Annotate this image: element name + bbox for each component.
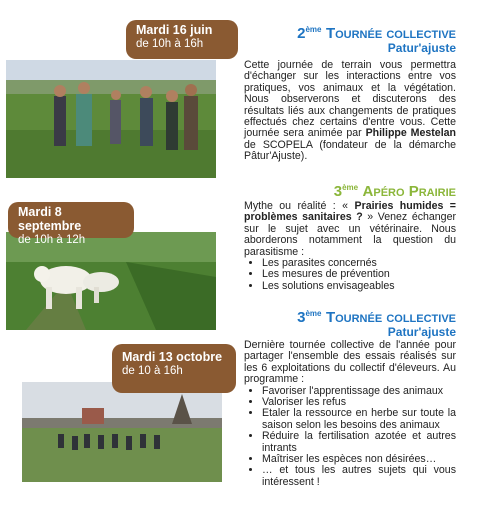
section-title-tournee-2	[230, 22, 456, 55]
list-item: • Réduire la fertilisation azotée et autres intrants	[262, 431, 456, 454]
list-item: • … et tous les autres sujets qui vous intéressent !	[262, 465, 456, 488]
event-2-bullet-list	[244, 258, 456, 292]
event-1-text-end: de SCOPELA (fondateur de la démarche Pâtur'Ajuste).	[244, 138, 456, 163]
title-main: Tournée collective	[325, 309, 456, 326]
event-3-description	[244, 340, 456, 488]
event-2-topic: Prairies humides = problèmes sanitaires ?	[244, 200, 456, 224]
list-item: • Les solutions envisageables	[262, 281, 456, 292]
title-sub: Patur'ajuste	[387, 41, 456, 55]
badge-date: Mardi 13 octobre	[122, 350, 223, 364]
section-title-tournee-3	[230, 306, 456, 339]
list-item: • Etaler la ressource en herbe sur toute la saison selon les besoins des animaux	[262, 408, 456, 431]
title-number: 3	[333, 183, 343, 200]
event-3-bullet-list	[244, 386, 456, 489]
event-3-text: Dernière tournée collective de l'année pour partager l'ensemble des essais réalisés sur les 6 exploitations du collectif d'éleveurs. Au programme :	[244, 339, 456, 386]
title-main: Tournée collective	[325, 25, 456, 42]
list-item: • Les parasites concernés	[262, 258, 456, 269]
badge-time: de 10h à 12h	[18, 234, 86, 246]
title-number: 3	[297, 309, 306, 326]
event-1-description	[244, 60, 456, 163]
title-ordinal: ème	[305, 25, 322, 34]
event-2-text: Mythe ou réalité : «	[244, 200, 355, 212]
title-main: Apéro Prairie	[362, 183, 456, 200]
title-ordinal: ème	[342, 183, 359, 192]
badge-time: de 10h à 16h	[136, 38, 204, 50]
list-item: • Favoriser l'apprentissage des animaux	[262, 386, 456, 397]
title-number: 2	[297, 25, 306, 42]
event-1-text: Cette journée de terrain vous permettra d'échanger sur les interactions entre vos pratiques, vos animaux et la végétation. Nous observerons et discuterons des résultats liés aux changements de pratiques effectués chez certains d'entre vous. Cette journée sera animée par	[244, 59, 456, 140]
list-item: • Maîtriser les espèces non désirées…	[262, 454, 456, 465]
date-badge-event-3	[112, 344, 236, 393]
badge-date: Mardi 8 septembre	[18, 205, 82, 233]
event-1-speaker: Philippe Mestelan	[365, 127, 457, 140]
date-badge-event-2	[8, 202, 134, 246]
list-item: • Les mesures de prévention	[262, 269, 456, 280]
badge-time: de 10 à 16h	[122, 365, 183, 377]
date-badge-event-1	[126, 20, 238, 59]
title-sub: Patur'ajuste	[387, 325, 456, 339]
section-title-apero-prairie	[230, 180, 456, 200]
list-item: • Valoriser les refus	[262, 397, 456, 408]
badge-date: Mardi 16 juin	[136, 23, 213, 37]
photo-group-field-visit	[22, 382, 222, 482]
photo-farmers-in-field	[6, 60, 216, 178]
event-2-description	[244, 201, 456, 292]
event-2-text-end: » Venez échanger sur le sujet avec un vétérinaire. Nous aborderons notamment la question du parasitisme :	[244, 211, 456, 258]
title-ordinal: ème	[305, 309, 322, 318]
